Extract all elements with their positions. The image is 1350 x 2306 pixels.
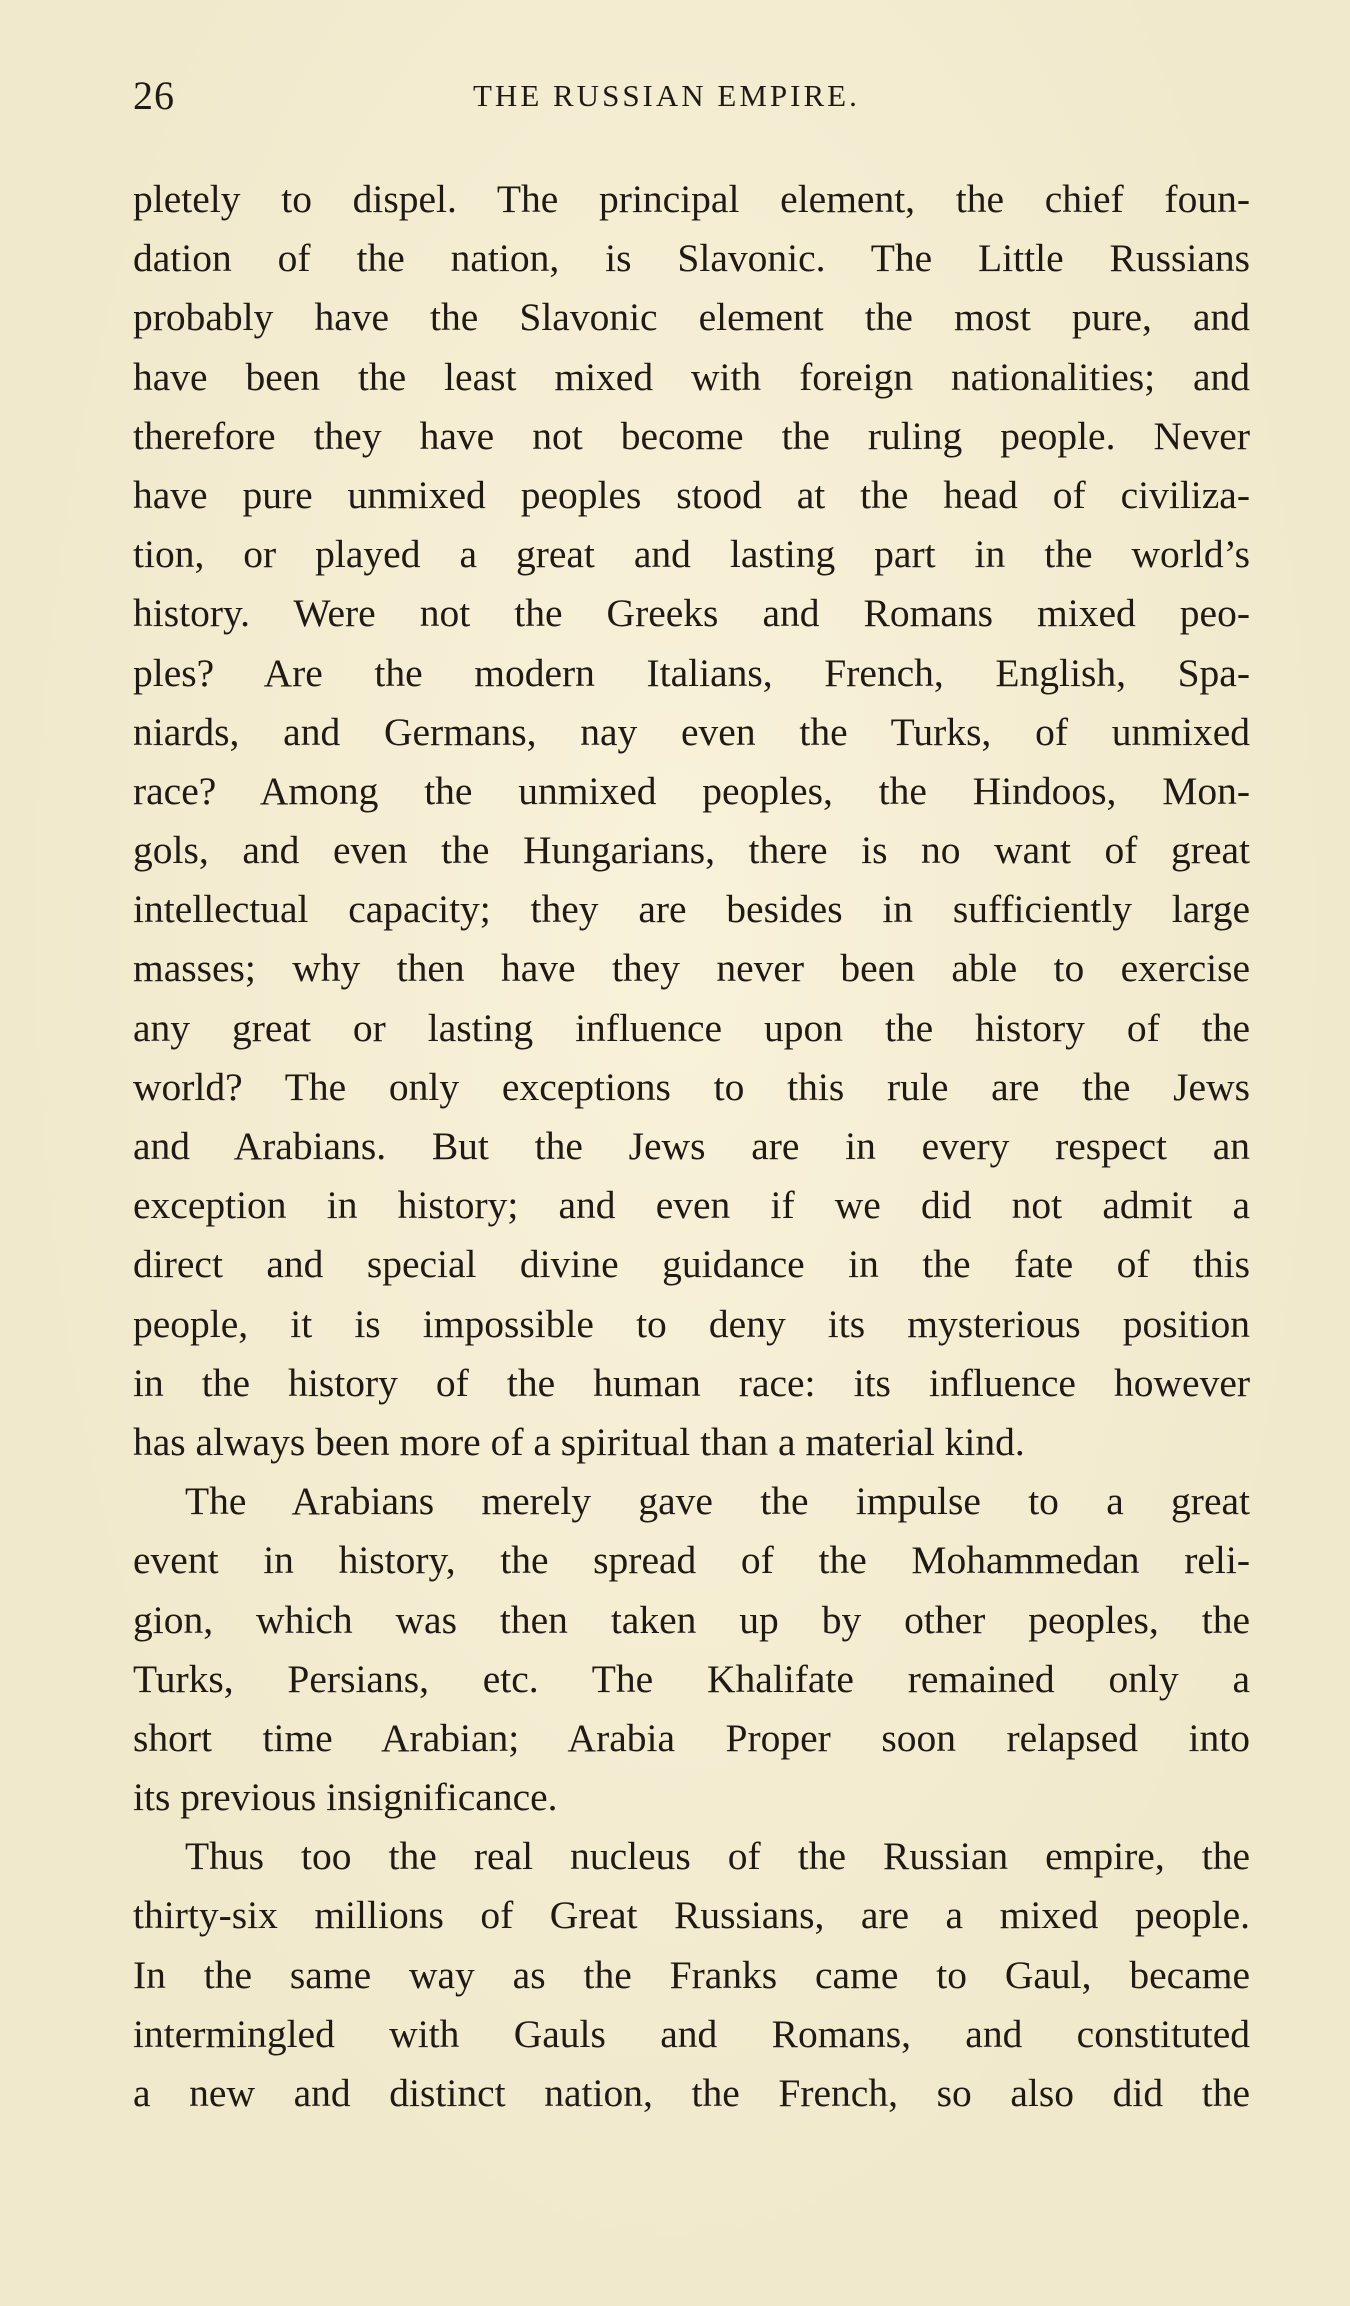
text-line: masses; why then have they never been able to exercise bbox=[133, 946, 1250, 991]
text-line: short time Arabian; Arabia Proper soon relapsed into bbox=[133, 1715, 1250, 1760]
text-line: have been the least mixed with foreign nationalities; and bbox=[133, 354, 1250, 399]
text-line: any great or lasting influence upon the history of the bbox=[133, 1005, 1250, 1050]
text-line: intermingled with Gauls and Romans, and constituted bbox=[133, 2011, 1250, 2056]
text-line: dation of the nation, is Slavonic. The Little Russians bbox=[133, 236, 1250, 281]
text-line: world? The only exceptions to this rule are the Jews bbox=[133, 1064, 1250, 1109]
text-line: people, it is impossible to deny its mysterious position bbox=[133, 1301, 1250, 1346]
running-head bbox=[133, 72, 1250, 132]
text-line: race? Among the unmixed peoples, the Hindoos, Mon- bbox=[133, 768, 1250, 813]
running-head-title: THE RUSSIAN EMPIRE. bbox=[473, 78, 860, 113]
text-line: have pure unmixed peoples stood at the head of civiliza- bbox=[133, 472, 1250, 517]
text-line: history. Were not the Greeks and Romans mixed peo- bbox=[133, 591, 1250, 636]
body-text bbox=[133, 170, 1250, 2123]
text-line: exception in history; and even if we did not admit a bbox=[133, 1183, 1250, 1228]
text-line: pletely to dispel. The principal element, the chief foun- bbox=[133, 177, 1250, 221]
text-line: ples? Are the modern Italians, French, English, Spa- bbox=[133, 650, 1250, 695]
text-line: direct and special divine guidance in the fate of this bbox=[133, 1242, 1250, 1287]
paragraph-end-line: its previous insignificance. bbox=[133, 1775, 558, 1820]
text-line: probably have the Slavonic element the most pure, and bbox=[133, 295, 1250, 340]
text-line: and Arabians. But the Jews are in every respect an bbox=[133, 1124, 1250, 1168]
text-line: therefore they have not become the ruling people. Never bbox=[133, 413, 1250, 458]
paragraph-start-line: Thus too the real nucleus of the Russian empire, the bbox=[185, 1834, 1250, 1879]
text-line: intellectual capacity; they are besides in sufficiently large bbox=[133, 887, 1250, 932]
text-line: In the same way as the Franks came to Gaul, became bbox=[133, 1952, 1250, 1997]
text-line: event in history, the spread of the Mohammedan reli- bbox=[133, 1538, 1250, 1583]
text-line: gols, and even the Hungarians, there is no want of great bbox=[133, 828, 1250, 873]
text-line: niards, and Germans, nay even the Turks, of unmixed bbox=[133, 709, 1250, 754]
text-line: Turks, Persians, etc. The Khalifate remained only a bbox=[133, 1656, 1250, 1701]
text-line: tion, or played a great and lasting part in the world’s bbox=[133, 532, 1250, 577]
paragraph-start-line: The Arabians merely gave the impulse to a great bbox=[185, 1479, 1250, 1524]
text-line: a new and distinct nation, the French, so also did the bbox=[133, 2071, 1250, 2115]
text-line: thirty-six millions of Great Russians, are a mixed people. bbox=[133, 1893, 1250, 1938]
page-number: 26 bbox=[133, 73, 175, 118]
paragraph-end-line: has always been more of a spiritual than a material kind. bbox=[133, 1419, 1025, 1464]
text-line: in the history of the human race: its influence however bbox=[133, 1360, 1250, 1405]
text-line: gion, which was then taken up by other peoples, the bbox=[133, 1597, 1250, 1642]
